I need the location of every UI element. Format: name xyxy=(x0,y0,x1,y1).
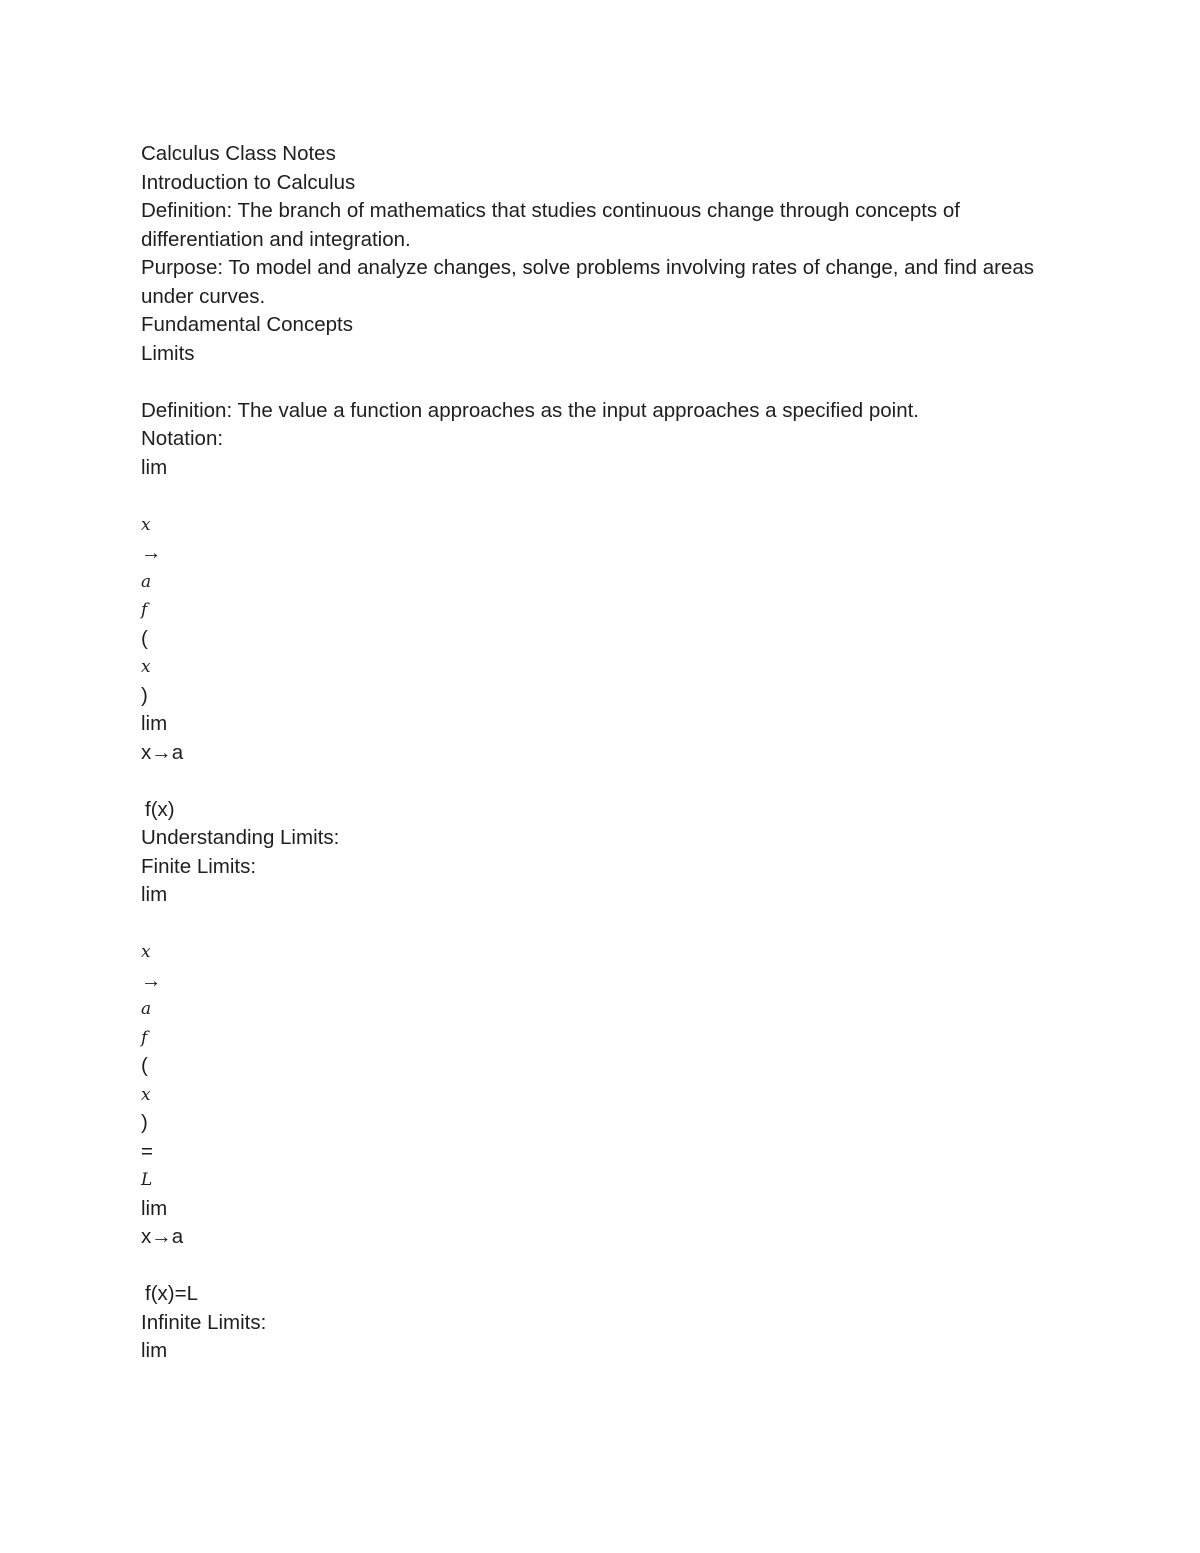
document-body xyxy=(141,140,1041,1366)
blank-line xyxy=(141,1252,1041,1281)
blank-line xyxy=(141,910,1041,939)
limit-definition: Definition: The value a function approaches as the input approaches a specified point. xyxy=(141,398,919,422)
notation-label: Notation: xyxy=(141,427,224,450)
notation-token: f xyxy=(141,600,148,620)
blank-line xyxy=(141,767,1041,796)
infinite-lim: lim xyxy=(141,1339,168,1362)
section-heading-fundamentals: Fundamental Concepts xyxy=(141,313,353,336)
notation-token: a xyxy=(141,571,152,592)
calculus-purpose: Purpose: To model and analyze changes, solve problems involving rates of change, and find areas under curves. xyxy=(141,256,1035,308)
finite-token: a xyxy=(141,999,152,1019)
understanding-limits-heading: Understanding Limits: xyxy=(141,826,340,849)
notation-plain-expression: f(x) xyxy=(145,797,175,821)
finite-limits-heading: Finite Limits: xyxy=(141,854,257,878)
finite-token: ( xyxy=(141,1054,148,1077)
notation-lim: lim xyxy=(141,455,168,479)
blank-line xyxy=(141,368,1041,397)
finite-token: x xyxy=(141,1084,151,1105)
finite-token: L xyxy=(141,1170,153,1190)
notation-token: x xyxy=(141,514,151,535)
finite-plain-expression: f(x)=L xyxy=(145,1282,198,1305)
notation-token: ) xyxy=(141,683,148,707)
finite-token: f xyxy=(141,1027,148,1048)
notation-token: x xyxy=(141,657,151,677)
finite-token: = xyxy=(141,1139,153,1163)
finite-plain-lim: lim xyxy=(141,1196,168,1220)
document-title: Calculus Class Notes xyxy=(141,142,336,165)
subsection-heading-limits: Limits xyxy=(141,341,195,365)
notation-token: ( xyxy=(141,626,148,650)
blank-line xyxy=(141,482,1041,511)
finite-token: ) xyxy=(141,1111,148,1134)
finite-lim: lim xyxy=(141,883,168,906)
notation-plain-lim: lim xyxy=(141,712,168,735)
notation-token: → xyxy=(141,541,162,564)
finite-token: → xyxy=(141,968,162,992)
finite-plain-subscript: x→a xyxy=(141,1225,184,1248)
section-heading-intro: Introduction to Calculus xyxy=(141,170,356,194)
calculus-definition: Definition: The branch of mathematics that studies continuous change through concepts of differentiation and integration. xyxy=(141,199,960,251)
finite-token: x xyxy=(141,942,151,962)
notation-plain-subscript: x→a xyxy=(141,740,184,764)
infinite-limits-heading: Infinite Limits: xyxy=(141,1310,267,1334)
